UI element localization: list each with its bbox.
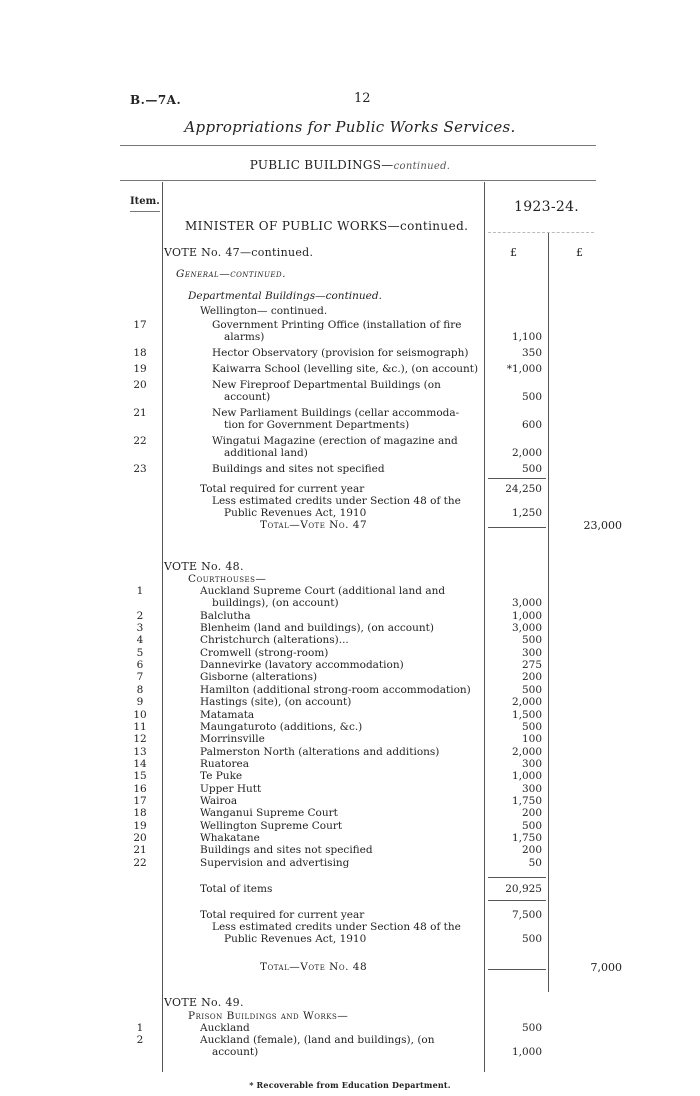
item-description: Ruatorea — [200, 757, 249, 770]
total-required-amount: 24,250 — [505, 483, 542, 495]
year-header: 1923-24. — [514, 199, 580, 215]
item-number: 22 — [133, 856, 147, 869]
item-description: Government Printing Office (installation of fire — [212, 319, 462, 331]
item-number: 9 — [136, 696, 144, 709]
item-number: 7 — [136, 671, 144, 684]
vote-49-heading: VOTE No. 49. — [164, 996, 244, 1009]
item-description: Dannevirke (lavatory accommodation) — [200, 659, 404, 672]
item-description: Whakatane — [200, 832, 260, 844]
vote-48-heading: VOTE No. 48. — [164, 560, 244, 573]
subtitle-main: PUBLIC BUILDINGS— — [249, 158, 394, 172]
item-number: 8 — [136, 683, 144, 696]
item-number: 3 — [136, 622, 144, 635]
item-amount: 350 — [521, 347, 542, 359]
item-description: New Parliament Buildings (cellar accommoda- — [212, 407, 460, 420]
item-number: 19 — [133, 363, 147, 376]
item-amount: 500 — [521, 391, 542, 404]
page-title: Appropriations for Public Works Services. — [184, 118, 516, 136]
less-credits-amount: 500 — [521, 933, 542, 945]
item-description: Hastings (site), (on account) — [200, 696, 352, 709]
item-number: 5 — [136, 646, 144, 659]
document-reference: B.—7A. — [130, 93, 182, 107]
item-number: 2 — [136, 1033, 144, 1046]
item-description: Wairoa — [200, 794, 238, 807]
item-description: buildings), (on account) — [212, 597, 339, 610]
item-description: Hector Observatory (provision for seismograph) — [212, 347, 469, 359]
item-number: 19 — [133, 819, 147, 832]
rule — [488, 900, 546, 901]
item-description: New Fireproof Departmental Buildings (on — [212, 379, 441, 392]
wellington-heading: Wellington— continued. — [200, 305, 328, 317]
item-amount: 1,500 — [511, 708, 542, 721]
item-number: 23 — [133, 463, 147, 476]
total-column-divider — [548, 232, 549, 992]
item-description: Auckland (female), (land and buildings), (on — [200, 1033, 435, 1046]
item-amount: 1,750 — [511, 794, 542, 807]
item-amount: 1,750 — [511, 832, 542, 844]
item-description: Upper Hutt — [200, 782, 262, 795]
total-required-amount: 7,500 — [511, 909, 542, 921]
item-description: Hamilton (additional strong-room accommodation) — [200, 683, 471, 696]
pound-sign-left: £ — [510, 246, 517, 259]
item-description: additional land) — [224, 447, 308, 460]
item-amount: 200 — [521, 807, 542, 820]
item-amount: 200 — [521, 844, 542, 857]
item-number: 17 — [133, 319, 147, 331]
item-amount: 300 — [521, 646, 542, 659]
item-number: 10 — [133, 708, 147, 721]
general-heading: General—continued. — [176, 268, 286, 280]
item-number: 6 — [136, 659, 144, 672]
minister-heading: MINISTER OF PUBLIC WORKS—continued. — [185, 219, 469, 233]
item-number: 4 — [136, 634, 144, 647]
item-description: Buildings and sites not specified — [200, 844, 373, 857]
item-number: 1 — [136, 585, 144, 597]
item-amount: 3,000 — [511, 597, 542, 610]
year-rule — [488, 232, 594, 233]
page-number: 12 — [354, 91, 371, 106]
less-credits-label: Less estimated credits under Section 48 of the — [212, 495, 461, 507]
item-amount: 1,000 — [511, 609, 542, 622]
item-amount: 300 — [521, 782, 542, 795]
total-items-label: Total of items — [200, 883, 273, 895]
section-subtitle — [0, 158, 700, 172]
item-description: Maungaturoto (additions, &c.) — [200, 720, 363, 733]
courthouses-heading: Courthouses— — [188, 573, 267, 585]
item-description: Matamata — [200, 708, 255, 721]
item-number: 20 — [133, 379, 147, 392]
item-number: 22 — [133, 435, 147, 448]
item-number: 20 — [133, 832, 147, 844]
total-required-label: Total required for current year — [200, 483, 365, 495]
table-top-rule — [120, 180, 596, 181]
item-amount: 500 — [521, 634, 542, 647]
item-description: Cromwell (strong-room) — [200, 646, 329, 659]
total-items-amount: 20,925 — [505, 883, 542, 895]
item-amount: 2,000 — [511, 745, 542, 758]
item-number: 14 — [133, 757, 147, 770]
item-number: 18 — [133, 347, 147, 359]
amount-column-divider — [484, 182, 485, 1072]
rule — [488, 478, 546, 479]
item-number: 1 — [136, 1022, 144, 1034]
item-description: account) — [212, 1045, 259, 1058]
item-amount: 300 — [521, 757, 542, 770]
departmental-buildings-heading: Departmental Buildings—continued. — [188, 290, 382, 302]
item-header-rule — [130, 211, 160, 212]
item-amount: 500 — [521, 720, 542, 733]
item-description: Wellington Supreme Court — [200, 819, 343, 832]
item-description: Supervision and advertising — [200, 856, 350, 869]
item-amount: 2,000 — [511, 447, 542, 460]
item-number: 16 — [133, 782, 147, 795]
item-number: 12 — [133, 733, 147, 746]
item-description: Wanganui Supreme Court — [200, 807, 338, 820]
vote-47-heading: VOTE No. 47—continued. — [164, 246, 314, 259]
vote-48-total-amount: 7,000 — [590, 961, 622, 974]
vote-47-total-amount: 23,000 — [583, 519, 622, 532]
item-amount: 2,000 — [511, 696, 542, 709]
rule — [488, 969, 546, 970]
item-amount: 600 — [521, 419, 542, 432]
item-number: 17 — [133, 794, 147, 807]
item-number: 11 — [133, 720, 147, 733]
item-description: Christchurch (alterations)... — [200, 634, 349, 647]
item-amount: 1,100 — [511, 330, 542, 343]
prison-buildings-heading: Prison Buildings and Works— — [188, 1010, 349, 1022]
item-amount: 1,000 — [511, 770, 542, 783]
item-number: 21 — [133, 407, 147, 420]
item-amount: 50 — [528, 856, 542, 869]
item-description: alarms) — [224, 330, 265, 343]
pound-sign-right: £ — [576, 246, 583, 259]
total-required-label: Total required for current year — [200, 909, 365, 921]
less-credits-label-2: Public Revenues Act, 1910 — [224, 507, 367, 519]
less-credits-label: Less estimated credits under Section 48 of the — [212, 921, 461, 933]
item-amount: 100 — [521, 733, 542, 746]
item-amount: 275 — [521, 659, 542, 672]
item-amount: 500 — [521, 463, 542, 476]
item-amount: 1,000 — [511, 1045, 542, 1058]
rule — [488, 527, 546, 528]
less-credits-amount: 1,250 — [511, 507, 542, 519]
subtitle-continued: continued. — [393, 161, 451, 172]
item-description: account) — [224, 391, 271, 404]
item-description: Blenheim (land and buildings), (on account) — [200, 622, 434, 635]
item-description: Auckland Supreme Court (additional land and — [200, 585, 446, 597]
less-credits-label-2: Public Revenues Act, 1910 — [224, 933, 367, 945]
item-description: Buildings and sites not specified — [212, 463, 385, 476]
item-amount: 500 — [521, 819, 542, 832]
item-description: Kaiwarra School (levelling site, &c.), (on account) — [212, 363, 479, 376]
item-description: Wingatui Magazine (erection of magazine and — [212, 435, 458, 448]
item-description: Balclutha — [200, 609, 251, 622]
item-number: 21 — [133, 844, 147, 857]
item-column-divider — [162, 182, 163, 1072]
item-description: tion for Government Departments) — [224, 419, 410, 432]
item-amount: 200 — [521, 671, 542, 684]
item-description: Te Puke — [200, 770, 243, 783]
rule — [488, 877, 546, 878]
item-description: Auckland — [200, 1022, 250, 1034]
item-amount: 500 — [521, 683, 542, 696]
item-amount: 500 — [521, 1022, 542, 1034]
item-amount: *1,000 — [506, 363, 542, 376]
footnote: * Recoverable from Education Department. — [249, 1080, 451, 1090]
item-number: 13 — [133, 745, 147, 758]
item-description: Palmerston North (alterations and additions) — [200, 745, 440, 758]
item-description: Morrinsville — [200, 733, 265, 746]
vote-47-total-label: Total—Vote No. 47 — [260, 519, 368, 531]
item-amount: 3,000 — [511, 622, 542, 635]
item-description: Gisborne (alterations) — [200, 671, 318, 684]
vote-48-total-label: Total—Vote No. 48 — [260, 961, 368, 973]
item-number: 15 — [133, 770, 147, 783]
item-number: 2 — [136, 609, 144, 622]
item-number: 18 — [133, 807, 147, 820]
title-rule — [120, 145, 596, 146]
item-column-header: Item. — [130, 196, 160, 207]
